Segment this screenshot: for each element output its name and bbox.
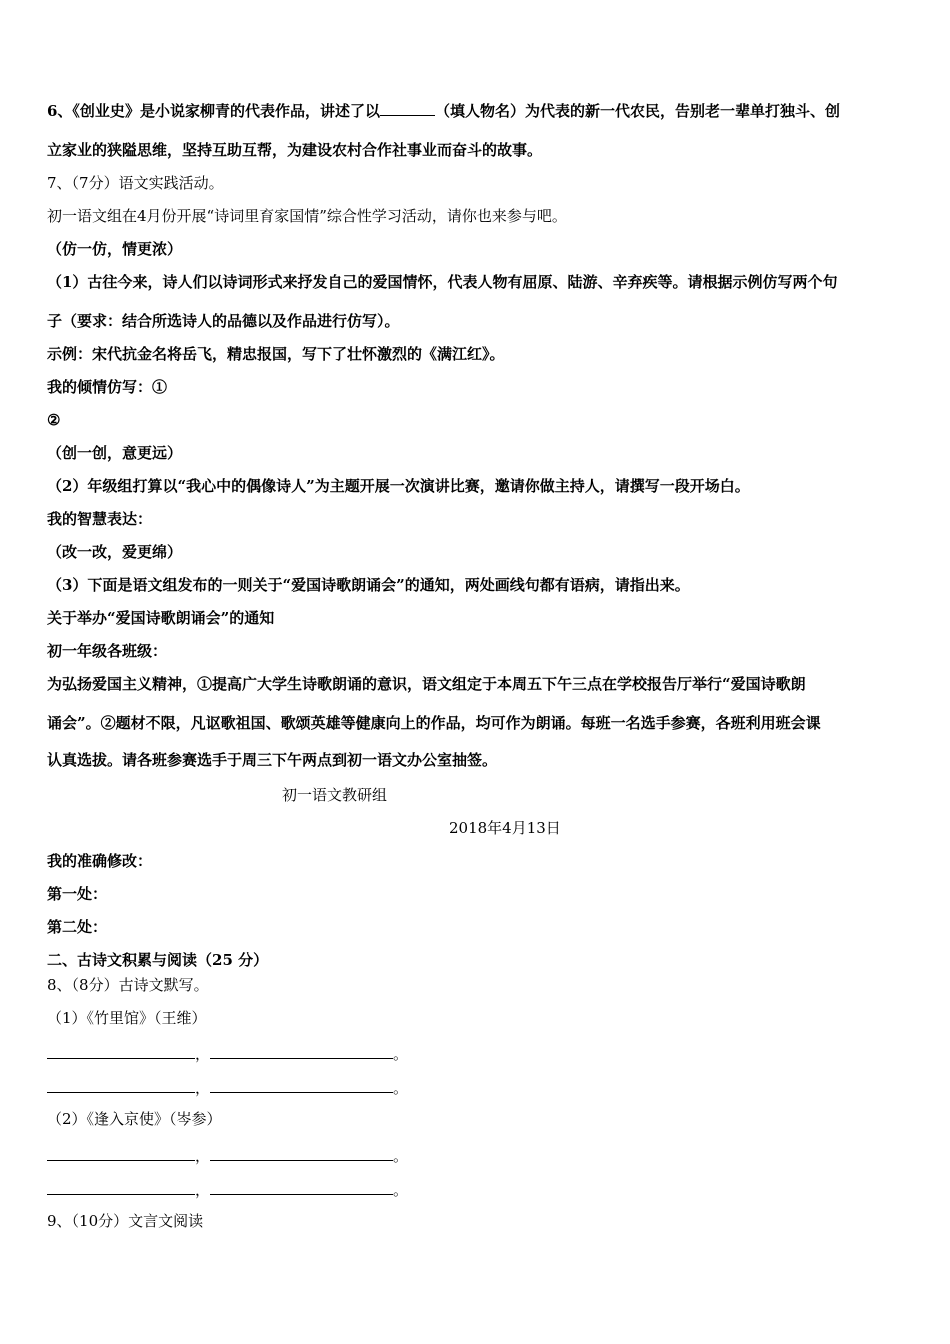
section-heading-imitate: （仿一仿，情更浓）	[47, 240, 183, 258]
poem2-title: （2）《逢入京使》（岑参）	[47, 1110, 222, 1128]
fill-blank[interactable]	[47, 1145, 195, 1161]
notice-line3: 认真选拔。请各班参赛选手于周三下午两点到初一语文办公室抽签。	[47, 751, 498, 769]
second-place-label: 第二处：	[47, 918, 108, 936]
fill-blank[interactable]	[210, 1179, 393, 1195]
fill-blank[interactable]	[210, 1043, 393, 1059]
poem1-title: （1）《竹里馆》（王维）	[47, 1009, 207, 1027]
q7-part1-line2: 子（要求：结合所选诗人的品德以及作品进行仿写）。	[47, 312, 400, 330]
section-heading-revise: （改一改，爱更绵）	[47, 543, 183, 561]
q7-example: 示例：宋代抗金名将岳飞，精忠报国，写下了壮怀激烈的《满江红》。	[47, 345, 505, 363]
q6-line1: 6、《创业史》是小说家柳青的代表作品，讲述了以 （填人物名）为代表的新一代农民，告别老一辈单打独斗、创	[47, 102, 840, 120]
notice-signature: 初一语文教研组	[282, 786, 388, 804]
first-place-label: 第一处：	[47, 885, 108, 903]
q6-line2: 立家业的狭隘思维，坚持互助互帮，为建设农村合作社事业而奋斗的故事。	[47, 141, 543, 159]
answer-line: ， 。	[47, 1043, 910, 1065]
notice-date: 2018年4月13日	[449, 819, 561, 837]
fill-blank	[380, 100, 435, 116]
q7-part3: （3）下面是语文组发布的一则关于“爱国诗歌朗诵会”的通知，两处画线句都有语病，请指出来。	[47, 576, 690, 594]
notice-line2: 诵会”。②题材不限，凡讴歌祖国、歌颂英雄等健康向上的作品，均可作为朗诵。每班一名选手参赛，各班利用班会课	[47, 714, 821, 732]
notice-recipient: 初一年级各班级：	[47, 642, 168, 660]
my-revision-label: 我的准确修改：	[47, 852, 153, 870]
fill-blank[interactable]	[210, 1077, 393, 1093]
section2-heading: 二、古诗文积累与阅读（25 分）	[47, 951, 269, 969]
my-imitation-label: 我的倾情仿写：①	[47, 378, 168, 396]
answer-line: ， 。	[47, 1145, 910, 1167]
fill-blank[interactable]	[47, 1043, 195, 1059]
q8-title: 8、（8分）古诗文默写。	[47, 976, 209, 994]
answer-line: ， 。	[47, 1077, 910, 1099]
circle-two: ②	[47, 411, 61, 429]
section-heading-create: （创一创，意更远）	[47, 444, 183, 462]
q7-part2: （2）年级组打算以“我心中的偶像诗人”为主题开展一次演讲比赛，邀请你做主持人，请撰写一段开场白。	[47, 477, 750, 495]
q7-intro: 初一语文组在4月份开展“诗词里育家国情”综合性学习活动，请你也来参与吧。	[47, 207, 567, 225]
notice-line1: 为弘扬爱国主义精神，①提高广大学生诗歌朗诵的意识，语文组定于本周五下午三点在学校报告厅举行“爱国诗歌朗	[47, 675, 806, 693]
q9-title: 9、（10分）文言文阅读	[47, 1212, 204, 1230]
fill-blank[interactable]	[47, 1077, 195, 1093]
fill-blank[interactable]	[210, 1145, 393, 1161]
q7-part1-line1: （1）古往今来，诗人们以诗词形式来抒发自己的爱国情怀，代表人物有屈原、陆游、辛弃疾等。请根据示例仿写两个句	[47, 273, 838, 291]
answer-line: ， 。	[47, 1179, 910, 1201]
fill-blank[interactable]	[47, 1179, 195, 1195]
notice-title: 关于举办“爱国诗歌朗诵会”的通知	[47, 609, 275, 627]
my-expression-label: 我的智慧表达：	[47, 510, 153, 528]
q7-title: 7、（7分）语文实践活动。	[47, 174, 224, 192]
